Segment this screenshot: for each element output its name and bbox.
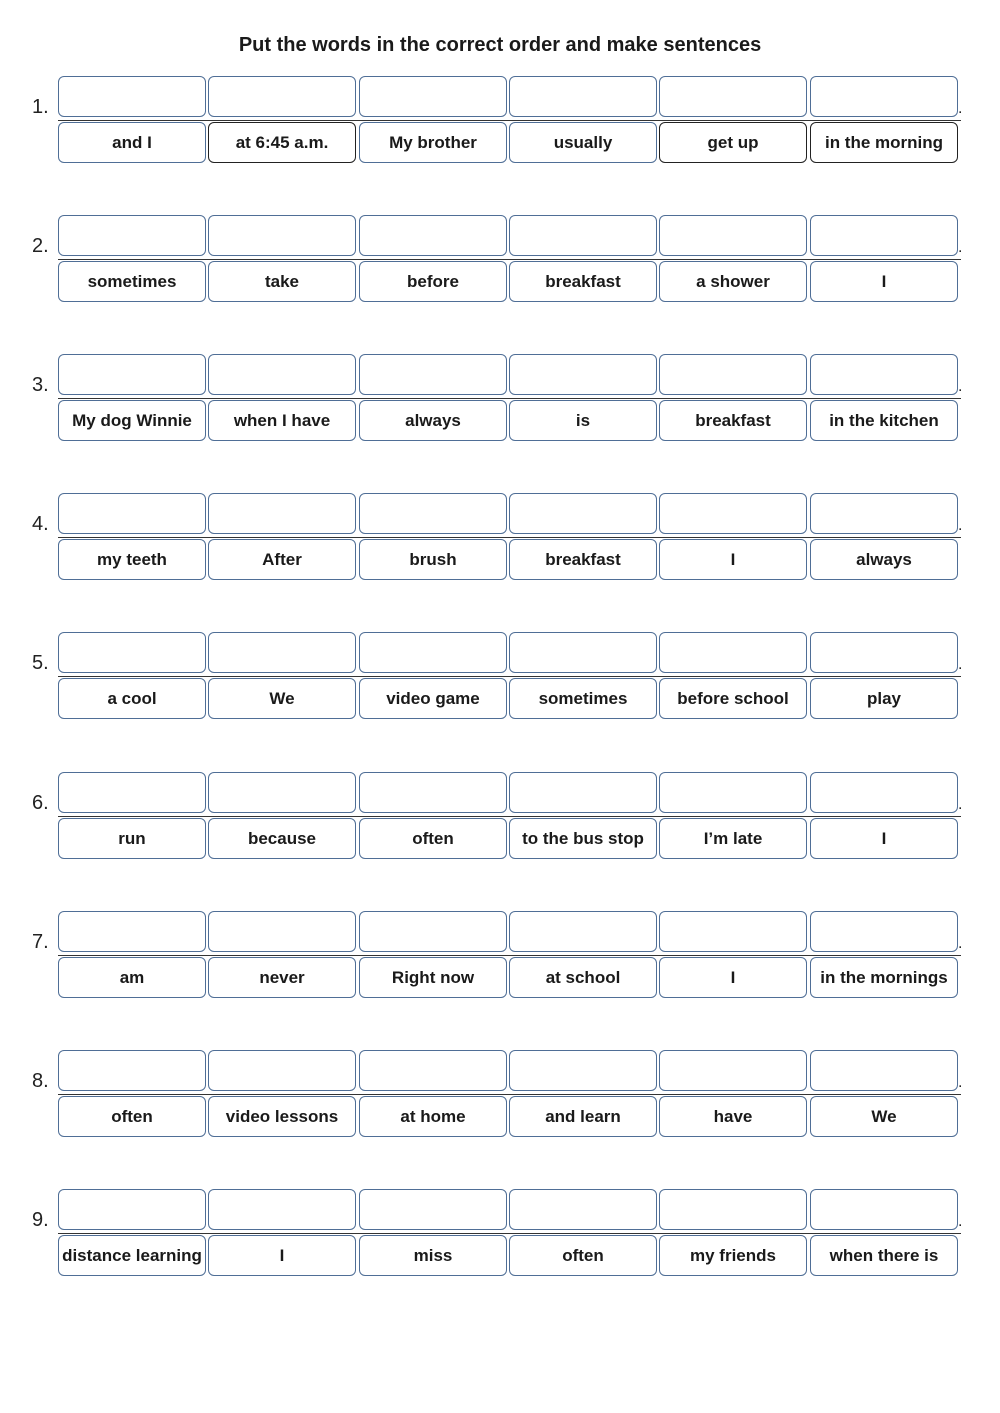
sentence-period: . <box>958 935 963 952</box>
answer-line <box>58 259 961 260</box>
answer-slot[interactable] <box>208 632 356 673</box>
sentence-period: . <box>958 517 963 534</box>
answer-slot[interactable] <box>509 76 657 117</box>
word-chip[interactable]: have <box>659 1096 807 1137</box>
answer-slot[interactable] <box>509 1050 657 1091</box>
answer-slot[interactable] <box>58 76 206 117</box>
answer-slot[interactable] <box>509 632 657 673</box>
word-chip[interactable]: We <box>208 678 356 719</box>
answer-line <box>58 398 961 399</box>
word-chip[interactable]: to the bus stop <box>509 818 657 859</box>
answer-slot[interactable] <box>659 493 807 534</box>
word-chip[interactable]: play <box>810 678 958 719</box>
exercise-1 <box>0 76 1000 168</box>
answer-slot[interactable] <box>359 632 507 673</box>
word-chip[interactable]: I <box>810 818 958 859</box>
answer-slot[interactable] <box>509 493 657 534</box>
answer-slot[interactable] <box>359 76 507 117</box>
word-chip[interactable]: My brother <box>359 122 507 163</box>
word-chip[interactable]: I <box>810 261 958 302</box>
exercise-number: 8. <box>32 1070 49 1092</box>
word-chip[interactable]: when there is <box>810 1235 958 1276</box>
exercise-8 <box>0 1050 1000 1142</box>
answer-slot[interactable] <box>208 354 356 395</box>
word-chip[interactable]: distance learning <box>58 1235 206 1276</box>
answer-slot[interactable] <box>659 1189 807 1230</box>
word-chip[interactable]: often <box>509 1235 657 1276</box>
answer-slot[interactable] <box>58 354 206 395</box>
word-chip[interactable]: get up <box>659 122 807 163</box>
exercise-number: 7. <box>32 931 49 953</box>
answer-slot[interactable] <box>58 632 206 673</box>
answer-line <box>58 1094 961 1095</box>
exercise-number: 4. <box>32 513 49 535</box>
exercise-3 <box>0 354 1000 446</box>
word-chip[interactable]: run <box>58 818 206 859</box>
answer-slot[interactable] <box>509 354 657 395</box>
answer-slot[interactable] <box>359 911 507 952</box>
sentence-period: . <box>958 100 963 117</box>
word-chip[interactable]: in the morning <box>810 122 958 163</box>
answer-line <box>58 1233 961 1234</box>
answer-slot[interactable] <box>810 493 958 534</box>
word-chip[interactable]: sometimes <box>509 678 657 719</box>
answer-slot[interactable] <box>359 493 507 534</box>
answer-slot[interactable] <box>810 215 958 256</box>
exercise-number: 6. <box>32 792 49 814</box>
answer-slot[interactable] <box>659 215 807 256</box>
answer-slot[interactable] <box>359 772 507 813</box>
word-chip[interactable]: never <box>208 957 356 998</box>
answer-line <box>58 676 961 677</box>
answer-slot[interactable] <box>810 772 958 813</box>
worksheet-title: Put the words in the correct order and make sentences <box>238 34 762 56</box>
answer-slot[interactable] <box>208 911 356 952</box>
sentence-period: . <box>958 1213 963 1230</box>
exercise-6 <box>0 772 1000 864</box>
answer-slot[interactable] <box>659 1050 807 1091</box>
answer-line <box>58 537 961 538</box>
sentence-period: . <box>958 796 963 813</box>
word-chip[interactable]: my friends <box>659 1235 807 1276</box>
word-chip[interactable]: Right now <box>359 957 507 998</box>
word-chip[interactable]: because <box>208 818 356 859</box>
answer-slot[interactable] <box>208 493 356 534</box>
word-chip[interactable]: I <box>659 957 807 998</box>
word-chip[interactable]: and learn <box>509 1096 657 1137</box>
answer-slot[interactable] <box>58 1189 206 1230</box>
answer-slot[interactable] <box>810 1050 958 1091</box>
answer-slot[interactable] <box>359 215 507 256</box>
exercise-7 <box>0 911 1000 1003</box>
answer-line <box>58 120 961 121</box>
word-chip[interactable]: miss <box>359 1235 507 1276</box>
answer-slot[interactable] <box>659 772 807 813</box>
exercise-2 <box>0 215 1000 307</box>
exercise-number: 2. <box>32 235 49 257</box>
word-chip[interactable]: in the kitchen <box>810 400 958 441</box>
word-chip[interactable]: usually <box>509 122 657 163</box>
word-chip[interactable]: before <box>359 261 507 302</box>
word-chip[interactable]: always <box>810 539 958 580</box>
answer-line <box>58 955 961 956</box>
answer-slot[interactable] <box>659 354 807 395</box>
word-chip[interactable]: After <box>208 539 356 580</box>
answer-slot[interactable] <box>659 76 807 117</box>
answer-slot[interactable] <box>58 1050 206 1091</box>
word-chip[interactable]: often <box>58 1096 206 1137</box>
word-chip[interactable]: brush <box>359 539 507 580</box>
word-chip[interactable]: and I <box>58 122 206 163</box>
answer-slot[interactable] <box>359 1189 507 1230</box>
answer-slot[interactable] <box>659 632 807 673</box>
word-chip[interactable]: video game <box>359 678 507 719</box>
word-chip[interactable]: breakfast <box>509 539 657 580</box>
answer-slot[interactable] <box>810 1189 958 1230</box>
answer-slot[interactable] <box>810 632 958 673</box>
answer-line <box>58 816 961 817</box>
answer-slot[interactable] <box>208 1189 356 1230</box>
word-chip[interactable]: before school <box>659 678 807 719</box>
word-chip[interactable]: My dog Winnie <box>58 400 206 441</box>
answer-slot[interactable] <box>359 1050 507 1091</box>
sentence-period: . <box>958 1074 963 1091</box>
exercise-4 <box>0 493 1000 585</box>
answer-slot[interactable] <box>509 772 657 813</box>
word-chip[interactable]: always <box>359 400 507 441</box>
word-chip[interactable]: sometimes <box>58 261 206 302</box>
word-chip[interactable]: breakfast <box>659 400 807 441</box>
word-chip[interactable]: a shower <box>659 261 807 302</box>
word-chip[interactable]: I <box>659 539 807 580</box>
word-chip[interactable]: video lessons <box>208 1096 356 1137</box>
word-chip[interactable]: take <box>208 261 356 302</box>
word-chip[interactable]: at school <box>509 957 657 998</box>
word-chip[interactable]: I <box>208 1235 356 1276</box>
word-chip[interactable]: my teeth <box>58 539 206 580</box>
word-chip[interactable]: We <box>810 1096 958 1137</box>
answer-slot[interactable] <box>208 215 356 256</box>
answer-slot[interactable] <box>208 772 356 813</box>
answer-slot[interactable] <box>659 911 807 952</box>
exercise-number: 1. <box>32 96 49 118</box>
word-chip[interactable]: I’m late <box>659 818 807 859</box>
answer-slot[interactable] <box>58 911 206 952</box>
exercise-9 <box>0 1189 1000 1281</box>
word-chip[interactable]: breakfast <box>509 261 657 302</box>
word-chip[interactable]: often <box>359 818 507 859</box>
answer-slot[interactable] <box>509 215 657 256</box>
answer-slot[interactable] <box>810 911 958 952</box>
word-chip[interactable]: at 6:45 a.m. <box>208 122 356 163</box>
exercise-5 <box>0 632 1000 724</box>
answer-slot[interactable] <box>810 354 958 395</box>
answer-slot[interactable] <box>509 911 657 952</box>
answer-slot[interactable] <box>58 215 206 256</box>
exercise-number: 9. <box>32 1209 49 1231</box>
answer-slot[interactable] <box>208 76 356 117</box>
word-chip[interactable]: when I have <box>208 400 356 441</box>
sentence-period: . <box>958 656 963 673</box>
answer-slot[interactable] <box>58 493 206 534</box>
answer-slot[interactable] <box>359 354 507 395</box>
exercise-number: 3. <box>32 374 49 396</box>
word-chip[interactable]: at home <box>359 1096 507 1137</box>
word-chip[interactable]: am <box>58 957 206 998</box>
answer-slot[interactable] <box>208 1050 356 1091</box>
answer-slot[interactable] <box>509 1189 657 1230</box>
answer-slot[interactable] <box>58 772 206 813</box>
exercise-number: 5. <box>32 652 49 674</box>
word-chip[interactable]: is <box>509 400 657 441</box>
answer-slot[interactable] <box>810 76 958 117</box>
word-chip[interactable]: a cool <box>58 678 206 719</box>
word-chip[interactable]: in the mornings <box>810 957 958 998</box>
sentence-period: . <box>958 378 963 395</box>
sentence-period: . <box>958 239 963 256</box>
